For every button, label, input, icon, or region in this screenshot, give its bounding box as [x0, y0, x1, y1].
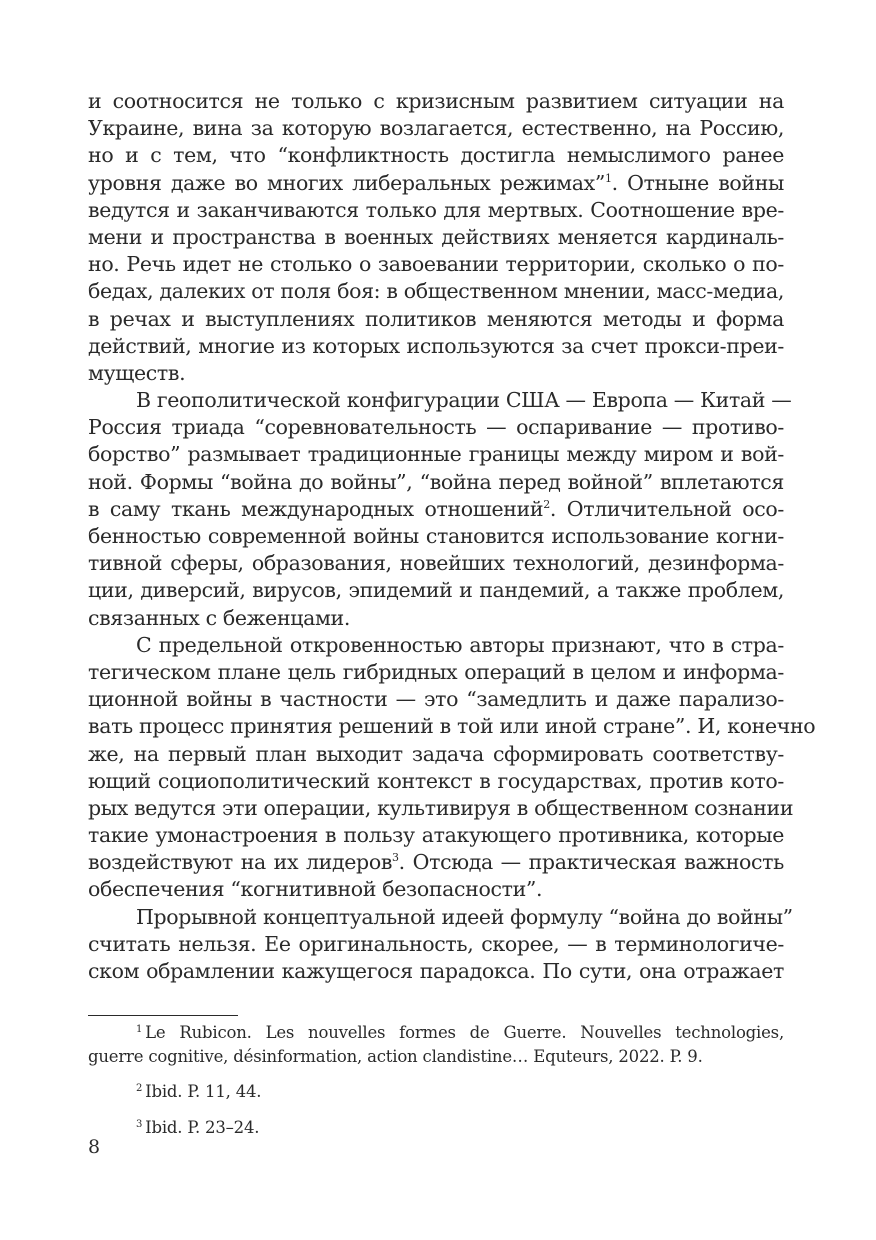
body-line: Прорывной концептуальной идеей формулу “война до войны” — [136, 904, 793, 929]
body-line: в саму ткань международных отношений$^2$. Отличительной осо- — [88, 496, 784, 521]
footnote-marker: 3 — [136, 1118, 143, 1130]
page-number: 8 — [88, 1136, 101, 1158]
body-text — [88, 88, 816, 985]
body-line: борство” размывает традиционные границы между миром и вой- — [88, 442, 784, 467]
body-line: бенностью современной войны становится использование когни- — [88, 524, 784, 548]
body-line: ском обрамлении кажущегося парадокса. По сути, она отражает — [88, 959, 784, 983]
footnote-marker: 1 — [136, 1024, 143, 1035]
footnote-line: $^3$ Ibid. P. 23–24. — [136, 1117, 260, 1137]
body-line: такие умонастроения в пользу атакующего противника, которые — [88, 823, 784, 848]
body-line: ции, диверсий, вирусов, эпидемий и пандемий, а также проблем, — [88, 578, 784, 603]
body-line: но и с тем, что “конфликтность достигла немыслимого ранее — [88, 143, 784, 168]
body-line: воздействуют на их лидеров$^3$. Отсюда — практическая важность — [88, 850, 784, 875]
footnote-line: $^2$ Ibid. P. 11, 44. — [136, 1082, 262, 1101]
footnote-reference[interactable]: 2 — [543, 497, 550, 511]
body-line: ной. Формы “война до войны”, “война перед войной” вплетаются — [88, 469, 784, 494]
body-line: тивной сферы, образования, новейших технологий, дезинформа- — [88, 551, 784, 576]
footnotes — [88, 1021, 784, 1139]
footnote-reference[interactable]: 3 — [392, 851, 399, 865]
body-line: же, на первый план выходит задача сформировать соответству- — [88, 741, 784, 766]
body-line: и соотносится не только с кризисным развитием ситуации на — [88, 89, 784, 113]
body-line: уровня даже во многих либеральных режимах”$^1$. Отныне войны — [88, 170, 784, 195]
footnote-separator — [88, 1015, 238, 1016]
body-line: ционной войны в частности — это “замедлить и даже парализо- — [88, 687, 784, 712]
body-line: обеспечения “когнитивной безопасности”. — [88, 877, 543, 902]
body-line: ющий социополитический контекст в государствах, против кото- — [88, 768, 784, 793]
body-line: В геополитической конфигурации США — Европа — Китай — — [136, 388, 792, 413]
body-line: тегическом плане цель гибридных операций в целом и информа- — [88, 659, 784, 684]
body-line: действий, многие из которых используются за счет прокси-преи- — [88, 333, 784, 358]
footnote-line: guerre cognitive, désinformation, action clandistine… Equteurs, 2022. P. 9. — [88, 1046, 703, 1066]
footnote-marker: 2 — [136, 1083, 143, 1094]
body-line: вать процесс принятия решений в той или иной стране”. И, конечно — [88, 714, 816, 739]
body-line: мени и пространства в военных действиях меняется кардиналь- — [88, 224, 784, 249]
body-line: в речах и выступлениях политиков меняются методы и форма — [88, 306, 784, 331]
body-line: ведутся и заканчиваются только для мертвых. Соотношение вре- — [88, 197, 784, 222]
body-line: считать нельзя. Ее оригинальность, скорее, — в терминологиче- — [88, 931, 784, 956]
body-line: С предельной откровенностью авторы признают, что в стра- — [136, 632, 784, 657]
body-line: связанных с беженцами. — [88, 605, 351, 630]
body-line: муществ. — [88, 360, 186, 385]
body-line: рых ведутся эти операции, культивируя в общественном сознании — [88, 795, 794, 820]
body-line: но. Речь идет не столько о завоевании территории, сколько о по- — [88, 252, 784, 277]
body-line: бедах, далеких от поля боя: в общественном мнении, масс-медиа, — [88, 279, 784, 304]
footnote-line: $^1$ Le Rubicon. Les nouvelles formes de Guerre. Nouvelles technologies, — [136, 1023, 784, 1042]
footnote-reference[interactable]: 1 — [605, 171, 612, 185]
body-line: Украине, вина за которую возлагается, естественно, на Россию, — [88, 116, 784, 141]
body-line: Россия триада “соревновательность — оспаривание — противо- — [88, 415, 784, 440]
